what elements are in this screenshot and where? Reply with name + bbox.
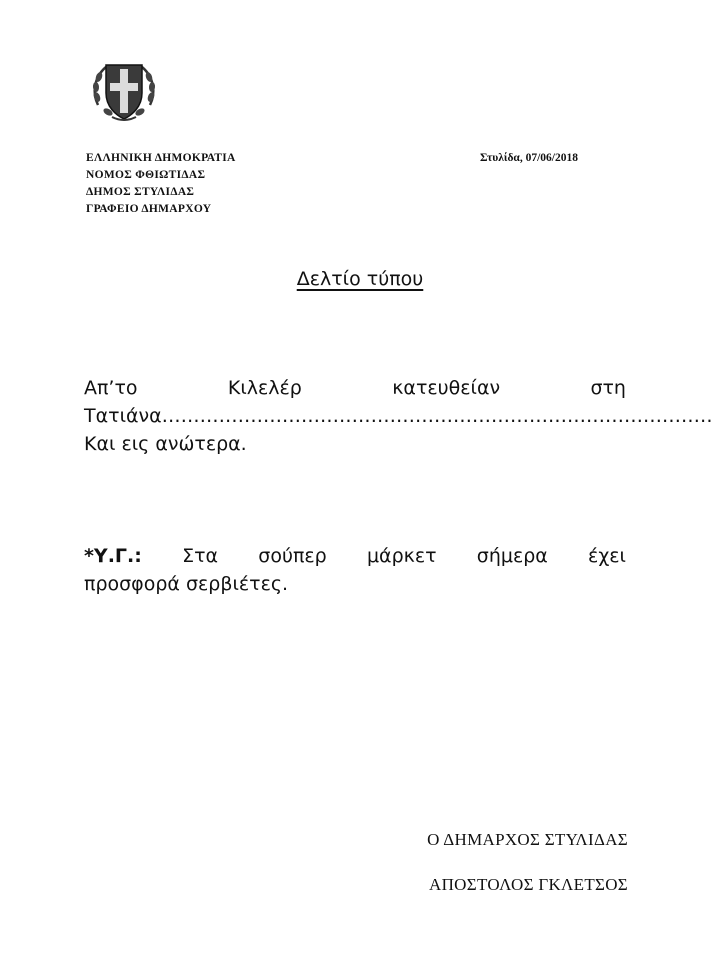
word: Στα	[182, 545, 219, 567]
signature-title: Ο ΔΗΜΑΡΧΟΣ ΣΤΥΛΙΔΑΣ	[427, 830, 628, 849]
word: σούπερ	[258, 545, 327, 567]
header-line-office: ΓΡΑΦΕΙΟ ΔΗΜΑΡΧΟΥ	[86, 203, 212, 215]
issuer-header	[86, 150, 236, 218]
word: έχει	[588, 545, 626, 567]
word: στη	[590, 377, 626, 399]
paragraph-main-line-2: Τατιάνα……………………………………………………………………………	[84, 405, 713, 427]
document-title: Δελτίο τύπου	[296, 268, 424, 290]
postscript-label: *Υ.Γ.:	[84, 545, 142, 567]
paragraph-main-line-1	[84, 374, 626, 402]
paragraph-main	[84, 374, 713, 458]
word: Κιλελέρ	[227, 377, 302, 399]
postscript-line-1	[84, 542, 626, 570]
header-line-country: ΕΛΛΗΝΙΚΗ ΔΗΜΟΚΡΑΤΙΑ	[86, 152, 236, 164]
word: σήμερα	[476, 545, 548, 567]
postscript-line-2: προσφορά σερβιέτες.	[84, 573, 289, 595]
signature-name: ΑΠΟΣΤΟΛΟΣ ΓΚΛΕΤΣΟΣ	[429, 875, 628, 894]
header-line-prefecture: ΝΟΜΟΣ ΦΘΙΩΤΙΔΑΣ	[86, 169, 206, 181]
paragraph-main-line-3: Και εις ανώτερα.	[84, 433, 247, 455]
header-line-municipality: ΔΗΜΟΣ ΣΤΥΛΙΔΑΣ	[86, 186, 195, 198]
postscript-paragraph	[84, 542, 626, 598]
word: μάρκετ	[366, 545, 437, 567]
word: κατευθείαν	[392, 377, 501, 399]
word: Απ’το	[84, 377, 138, 399]
greek-coat-of-arms-icon	[88, 57, 160, 125]
issue-date: Στυλίδα, 07/06/2018	[480, 152, 578, 164]
